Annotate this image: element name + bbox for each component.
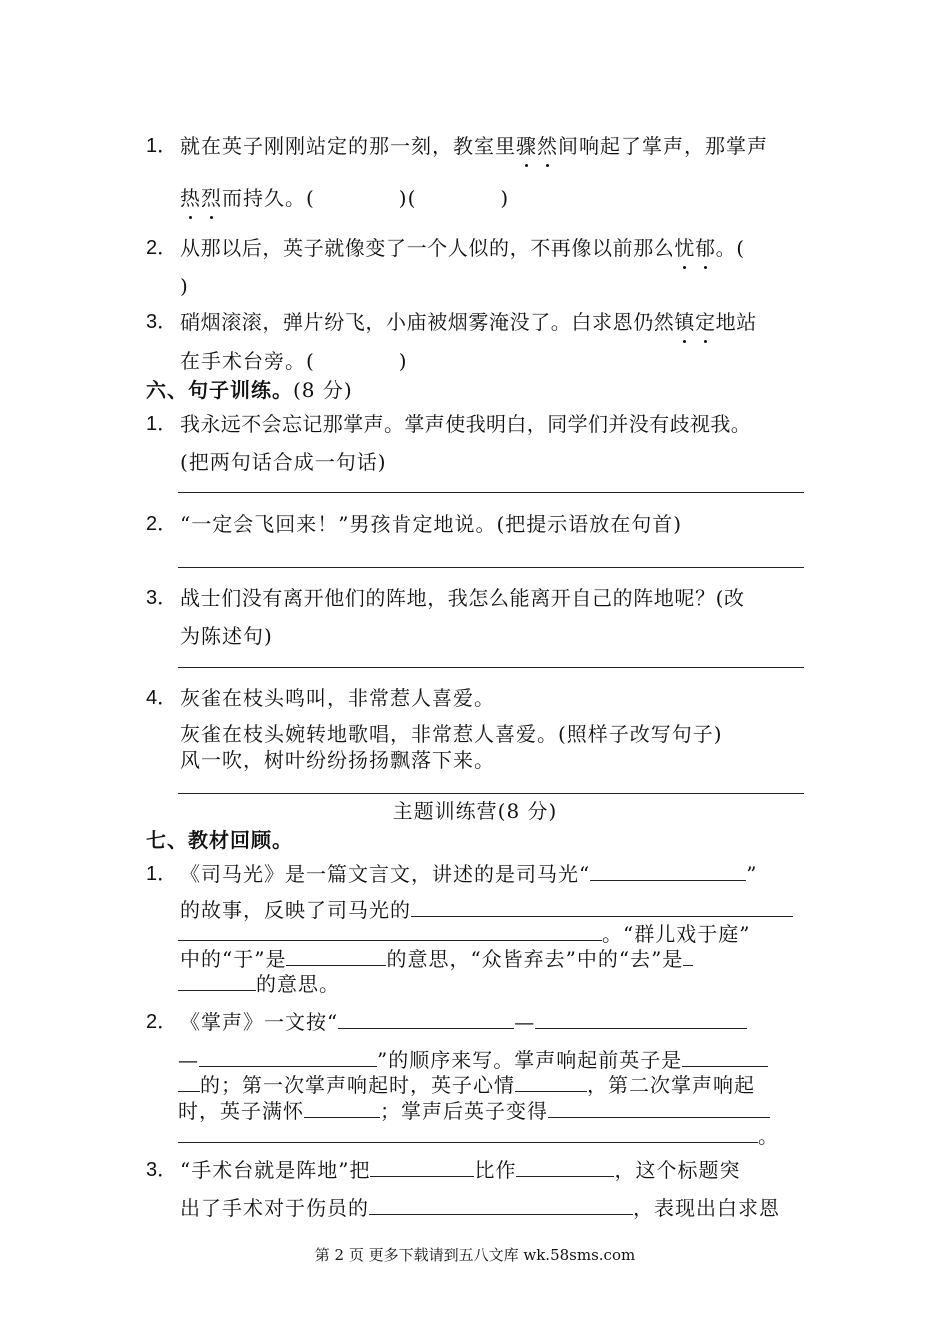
item-text: 战士们没有离开他们的阵地，我怎么能离开自己的阵地呢？(改 (180, 586, 745, 610)
dotted-char: 忧 (674, 236, 696, 260)
fill-blank[interactable] (682, 1046, 768, 1067)
item-number: 3． (146, 587, 178, 609)
item-number: 2． (146, 237, 178, 259)
camp-title: 主题训练营(8 分) (392, 799, 558, 823)
worksheet-page: 1． 就在英子刚刚站定的那一刻，教室里骤然间响起了掌声，那掌声 热烈而持久。( )( ) 2． 从那以后，英子就像变了一个人似的，不再像以前那么忧郁。( ) 3． 硝烟滚滚，弹片纷飞，小庙被烟雾淹没了。白求恩仍然镇定地站 在手术台旁。( ) 六、句子训练。(8 分) 1． 我永远不会忘记那掌声。掌声使我明白，同学们并没有歧视我。 (把两句话合成一句话) 2． “一定会飞回来！”男孩肯定地说。(把提示语放在句首) 3． 战士们没有离开他们的阵地，我怎么能离开自己的阵地呢？(改 为陈述句) 4． 灰雀在枝头鸣叫，非常惹人喜爱。 灰雀在枝头婉转地歌唱，非常惹人喜爱。(照样子改写句子) 风一吹，树叶纷纷扬扬飘落下来。 主题训练营(8 分) 七、教材回顾。 1． 《司马光》是一篇文言文，讲述的是司马光“ ” 的故事，反映了司马光的 。“群儿戏于庭” 中的“于”是 的意思，“众皆弃去”中的“去”是 的意思。 2． 《掌声》一文按“ — — ”的顺序来写。掌声响起前英子是 的；第一次掌声响起时，英子心情 ，第二次掌声响起 时，英子满怀 ；掌声后英子变得 。 3． “手术台就是阵地”把 比作 ，这个标题突 出了手术对于伤员的 ，表现出白求恩 第 2 页 更多下载请到五八文库 wk.58sms.com (0, 0, 950, 1344)
page-footer: 第 2 页 更多下载请到五八文库 wk.58sms.com (314, 1246, 636, 1264)
fill-blank[interactable] (369, 1194, 633, 1215)
fill-blank[interactable] (178, 920, 602, 941)
fill-blank[interactable] (515, 1071, 587, 1092)
fill-blank[interactable] (338, 1008, 514, 1029)
item-text: 风一吹，树叶纷纷扬扬飘落下来。 (180, 748, 495, 772)
item-number: 1． (146, 135, 178, 157)
answer-line[interactable] (178, 492, 804, 493)
fill-blank[interactable] (199, 1046, 377, 1067)
dotted-char: 烈 (201, 186, 222, 210)
item-instruction: (把两句话合成一句话) (180, 450, 387, 474)
dotted-char: 然 (537, 134, 558, 158)
dotted-char: 定 (695, 310, 716, 334)
answer-line[interactable] (178, 793, 804, 794)
dotted-char: 热 (180, 186, 201, 210)
item-text: 我永远不会忘记那掌声。掌声使我明白，同学们并没有歧视我。 (180, 412, 752, 436)
item-example: 灰雀在枝头婉转地歌唱，非常惹人喜爱。(照样子改写句子) (180, 722, 723, 746)
item-number: 4． (146, 687, 178, 709)
item-text: 地站 (715, 310, 757, 334)
answer-brackets: 而持久。( )( ) (222, 186, 510, 210)
item-text: 间响起了掌声，那掌声 (558, 134, 768, 158)
fill-blank[interactable] (516, 1156, 614, 1177)
item-number: 3． (146, 311, 178, 333)
fill-blank[interactable] (590, 860, 746, 881)
answer-bracket-close: ) (180, 274, 189, 298)
dotted-char: 郁 (695, 236, 716, 260)
item-text: 灰雀在枝头鸣叫，非常惹人喜爱。 (180, 686, 495, 710)
item-text: 在手术台旁。( ) (180, 349, 408, 373)
fill-blank[interactable] (548, 1097, 770, 1118)
section-7-heading: 七、教材回顾。 (146, 828, 293, 852)
item-number: 2． (146, 513, 178, 535)
fill-blank[interactable] (178, 970, 256, 991)
answer-line[interactable] (178, 567, 804, 568)
fill-blank[interactable] (178, 1071, 200, 1092)
item-text: 就在英子刚刚站定的那一刻，教室里 (180, 134, 516, 158)
item-number: 3． (146, 1159, 178, 1181)
fill-blank[interactable] (178, 1122, 758, 1143)
fill-blank[interactable] (683, 945, 693, 966)
fill-blank[interactable] (411, 896, 793, 917)
item-text: “一定会飞回来！”男孩肯定地说。(把提示语放在句首) (180, 512, 683, 536)
dotted-char: 镇 (674, 310, 696, 334)
fill-blank[interactable] (370, 1156, 474, 1177)
section-6-heading: 六、句子训练。(8 分) (146, 378, 353, 402)
fill-blank[interactable] (304, 1097, 380, 1118)
item-text: 硝烟滚滚，弹片纷飞，小庙被烟雾淹没了。白求恩仍然 (180, 310, 675, 334)
answer-line[interactable] (178, 667, 804, 668)
item-number: 1． (146, 413, 178, 435)
item-instruction: 为陈述句) (180, 624, 273, 648)
fill-blank[interactable] (535, 1008, 747, 1029)
item-text: 。( (715, 236, 745, 260)
item-number: 2． (146, 1011, 178, 1033)
fill-blank[interactable] (286, 945, 386, 966)
dotted-char: 骤 (516, 134, 537, 158)
item-number: 1． (146, 863, 178, 885)
item-text: 从那以后，英子就像变了一个人似的，不再像以前那么 (180, 236, 675, 260)
